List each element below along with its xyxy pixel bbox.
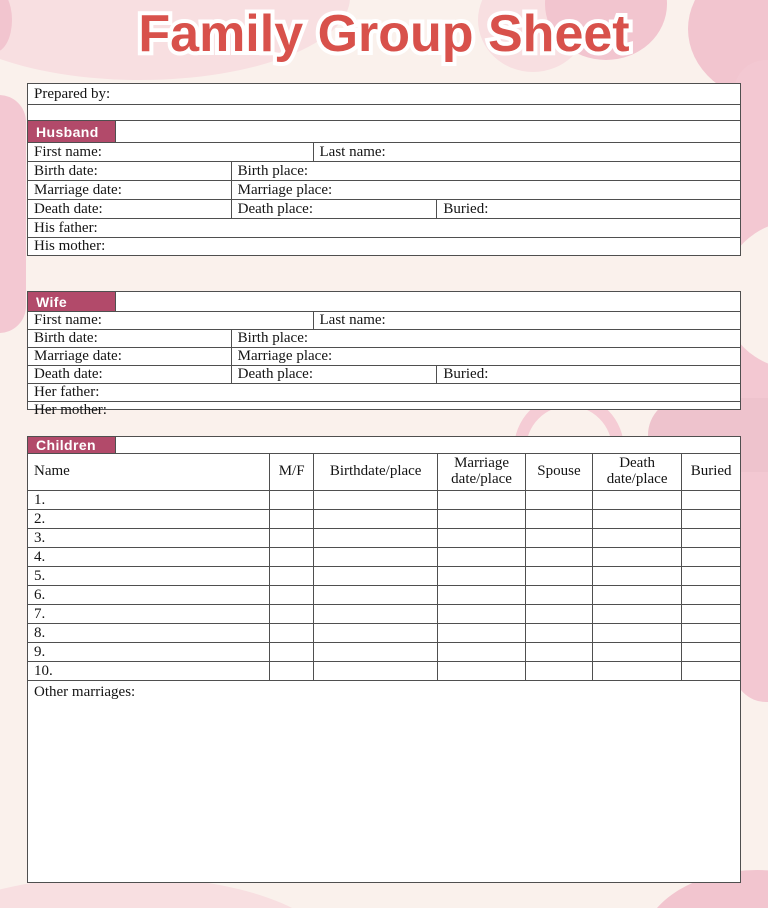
child-row-number: 9. [34, 643, 46, 660]
wife-mother-label: Her mother: [34, 402, 107, 418]
husband-death-place-field[interactable] [232, 200, 438, 218]
child-5-birthdate-place-cell[interactable] [314, 567, 438, 585]
husband-birth-place-label: Birth place: [237, 162, 309, 179]
child-8-birthdate-place-cell[interactable] [314, 624, 438, 642]
wife-father-field[interactable] [28, 384, 740, 401]
husband-first-name-label: First name: [34, 143, 102, 160]
child-8-buried-cell[interactable] [682, 624, 740, 642]
child-3-name-cell[interactable] [28, 529, 270, 547]
child-4-death-cell[interactable] [593, 548, 682, 566]
child-6-buried-cell[interactable] [682, 586, 740, 604]
child-5-marriage-cell[interactable] [438, 567, 526, 585]
table-row [28, 643, 740, 662]
husband-birth-date-field[interactable] [28, 162, 232, 180]
child-1-birthdate-place-cell[interactable] [314, 491, 438, 509]
child-row-number: 4. [34, 548, 46, 565]
col-header-mf: M/F [270, 454, 314, 490]
wife-buried-label: Buried: [443, 366, 489, 382]
prepared-by-label: Prepared by: [34, 85, 111, 102]
wife-death-date-field[interactable] [28, 366, 232, 383]
child-9-marriage-cell[interactable] [438, 643, 526, 661]
child-2-name-cell[interactable] [28, 510, 270, 528]
husband-header-spacer [116, 121, 740, 142]
child-3-spouse-cell[interactable] [526, 529, 593, 547]
child-6-spouse-cell[interactable] [526, 586, 593, 604]
child-1-spouse-cell[interactable] [526, 491, 593, 509]
child-1-death-cell[interactable] [593, 491, 682, 509]
child-5-mf-cell[interactable] [270, 567, 314, 585]
col-header-death: Death date/place [593, 454, 682, 490]
child-10-name-cell[interactable] [28, 662, 270, 680]
child-row-number: 10. [34, 662, 53, 679]
child-1-buried-cell[interactable] [682, 491, 740, 509]
child-7-birthdate-place-cell[interactable] [314, 605, 438, 623]
wife-last-name-label: Last name: [319, 312, 386, 328]
table-row [28, 586, 740, 605]
prepared-by-field[interactable] [28, 84, 740, 104]
child-7-spouse-cell[interactable] [526, 605, 593, 623]
child-row-number: 3. [34, 529, 46, 546]
child-8-name-cell[interactable] [28, 624, 270, 642]
children-rows [28, 491, 740, 681]
husband-last-name-field[interactable] [314, 143, 741, 161]
child-1-name-cell[interactable] [28, 491, 270, 509]
child-2-death-cell[interactable] [593, 510, 682, 528]
child-8-mf-cell[interactable] [270, 624, 314, 642]
child-9-death-cell[interactable] [593, 643, 682, 661]
child-row-number: 5. [34, 567, 46, 584]
husband-section-badge: Husband [28, 121, 116, 142]
decor-strip-left [0, 95, 26, 333]
children-table-header [28, 454, 740, 491]
wife-mother-field[interactable] [28, 402, 740, 419]
table-row [28, 624, 740, 643]
wife-marriage-date-field[interactable] [28, 348, 232, 365]
wife-death-place-field[interactable] [232, 366, 438, 383]
wife-marriage-place-field[interactable] [232, 348, 740, 365]
child-10-birthdate-place-cell[interactable] [314, 662, 438, 680]
children-section-badge: Children [28, 437, 116, 453]
table-row [28, 662, 740, 681]
table-row [28, 605, 740, 624]
wife-first-name-label: First name: [34, 312, 102, 328]
husband-marriage-place-field[interactable] [232, 181, 740, 199]
child-9-spouse-cell[interactable] [526, 643, 593, 661]
husband-buried-label: Buried: [443, 200, 489, 217]
child-4-mf-cell[interactable] [270, 548, 314, 566]
wife-death-place-label: Death place: [237, 366, 313, 382]
child-row-number: 8. [34, 624, 46, 641]
child-5-buried-cell[interactable] [682, 567, 740, 585]
children-section [27, 436, 741, 883]
table-row [28, 491, 740, 510]
child-row-number: 1. [34, 491, 46, 508]
child-5-spouse-cell[interactable] [526, 567, 593, 585]
wife-birth-date-label: Birth date: [34, 330, 98, 346]
husband-father-field[interactable] [28, 219, 740, 237]
child-9-buried-cell[interactable] [682, 643, 740, 661]
other-marriages-label: Other marriages: [34, 684, 136, 700]
child-4-marriage-cell[interactable] [438, 548, 526, 566]
husband-death-date-label: Death date: [34, 200, 103, 217]
wife-birth-date-field[interactable] [28, 330, 232, 347]
col-header-buried: Buried [690, 463, 732, 480]
wife-buried-field[interactable] [437, 366, 740, 383]
husband-buried-field[interactable] [437, 200, 740, 218]
child-7-mf-cell[interactable] [270, 605, 314, 623]
child-10-marriage-cell[interactable] [438, 662, 526, 680]
table-row [28, 529, 740, 548]
child-6-marriage-cell[interactable] [438, 586, 526, 604]
table-row [28, 567, 740, 586]
wife-first-name-field[interactable] [28, 312, 314, 329]
child-8-marriage-cell[interactable] [438, 624, 526, 642]
wife-last-name-field[interactable] [314, 312, 741, 329]
child-9-name-cell[interactable] [28, 643, 270, 661]
child-7-marriage-cell[interactable] [438, 605, 526, 623]
wife-death-date-label: Death date: [34, 366, 103, 382]
col-header-marriage: Marriage date/place [438, 454, 526, 490]
child-row-number: 7. [34, 605, 46, 622]
child-5-death-cell[interactable] [593, 567, 682, 585]
child-4-name-cell[interactable] [28, 548, 270, 566]
husband-death-date-field[interactable] [28, 200, 232, 218]
husband-birth-place-field[interactable] [232, 162, 740, 180]
husband-father-label: His father: [34, 219, 98, 236]
husband-mother-field[interactable] [28, 238, 740, 255]
wife-header-spacer [116, 292, 740, 311]
child-6-mf-cell[interactable] [270, 586, 314, 604]
child-3-buried-cell[interactable] [682, 529, 740, 547]
child-3-birthdate-place-cell[interactable] [314, 529, 438, 547]
child-7-death-cell[interactable] [593, 605, 682, 623]
page-title: Family Group Sheet [138, 5, 630, 63]
wife-section [27, 291, 741, 418]
child-2-mf-cell[interactable] [270, 510, 314, 528]
child-3-marriage-cell[interactable] [438, 529, 526, 547]
husband-marriage-date-label: Marriage date: [34, 181, 122, 198]
child-9-mf-cell[interactable] [270, 643, 314, 661]
child-6-death-cell[interactable] [593, 586, 682, 604]
children-header-spacer [116, 437, 740, 453]
husband-mother-label: His mother: [34, 238, 106, 254]
child-3-death-cell[interactable] [593, 529, 682, 547]
other-marriages-field[interactable] [28, 681, 740, 882]
child-4-buried-cell[interactable] [682, 548, 740, 566]
col-header-birthdate-place: Birthdate/place [314, 454, 438, 490]
child-8-spouse-cell[interactable] [526, 624, 593, 642]
child-4-birthdate-place-cell[interactable] [314, 548, 438, 566]
col-header-name: Name [28, 454, 270, 490]
child-4-spouse-cell[interactable] [526, 548, 593, 566]
wife-birth-place-label: Birth place: [237, 330, 309, 346]
child-7-name-cell[interactable] [28, 605, 270, 623]
child-6-birthdate-place-cell[interactable] [314, 586, 438, 604]
wife-father-label: Her father: [34, 384, 100, 400]
child-7-buried-cell[interactable] [682, 605, 740, 623]
table-row [28, 548, 740, 567]
child-row-number: 2. [34, 510, 46, 527]
husband-marriage-date-field[interactable] [28, 181, 232, 199]
wife-marriage-place-label: Marriage place: [237, 348, 333, 364]
child-10-buried-cell[interactable] [682, 662, 740, 680]
child-row-number: 6. [34, 586, 46, 603]
husband-birth-date-label: Birth date: [34, 162, 98, 179]
child-2-buried-cell[interactable] [682, 510, 740, 528]
col-header-spouse: Spouse [526, 454, 593, 490]
child-10-mf-cell[interactable] [270, 662, 314, 680]
other-marriages-row [28, 681, 740, 882]
child-8-death-cell[interactable] [593, 624, 682, 642]
child-9-birthdate-place-cell[interactable] [314, 643, 438, 661]
child-3-mf-cell[interactable] [270, 529, 314, 547]
wife-section-badge: Wife [28, 292, 116, 311]
child-2-spouse-cell[interactable] [526, 510, 593, 528]
wife-marriage-date-label: Marriage date: [34, 348, 122, 364]
child-10-spouse-cell[interactable] [526, 662, 593, 680]
child-2-marriage-cell[interactable] [438, 510, 526, 528]
husband-marriage-place-label: Marriage place: [237, 181, 333, 198]
husband-death-place-label: Death place: [237, 200, 313, 217]
child-10-death-cell[interactable] [593, 662, 682, 680]
child-1-marriage-cell[interactable] [438, 491, 526, 509]
child-2-birthdate-place-cell[interactable] [314, 510, 438, 528]
husband-first-name-field[interactable] [28, 143, 314, 161]
husband-last-name-label: Last name: [319, 143, 386, 160]
wife-birth-place-field[interactable] [232, 330, 740, 347]
child-1-mf-cell[interactable] [270, 491, 314, 509]
husband-section [27, 83, 741, 256]
child-5-name-cell[interactable] [28, 567, 270, 585]
table-row [28, 510, 740, 529]
child-6-name-cell[interactable] [28, 586, 270, 604]
prepared-by-extra-field[interactable] [28, 105, 740, 120]
